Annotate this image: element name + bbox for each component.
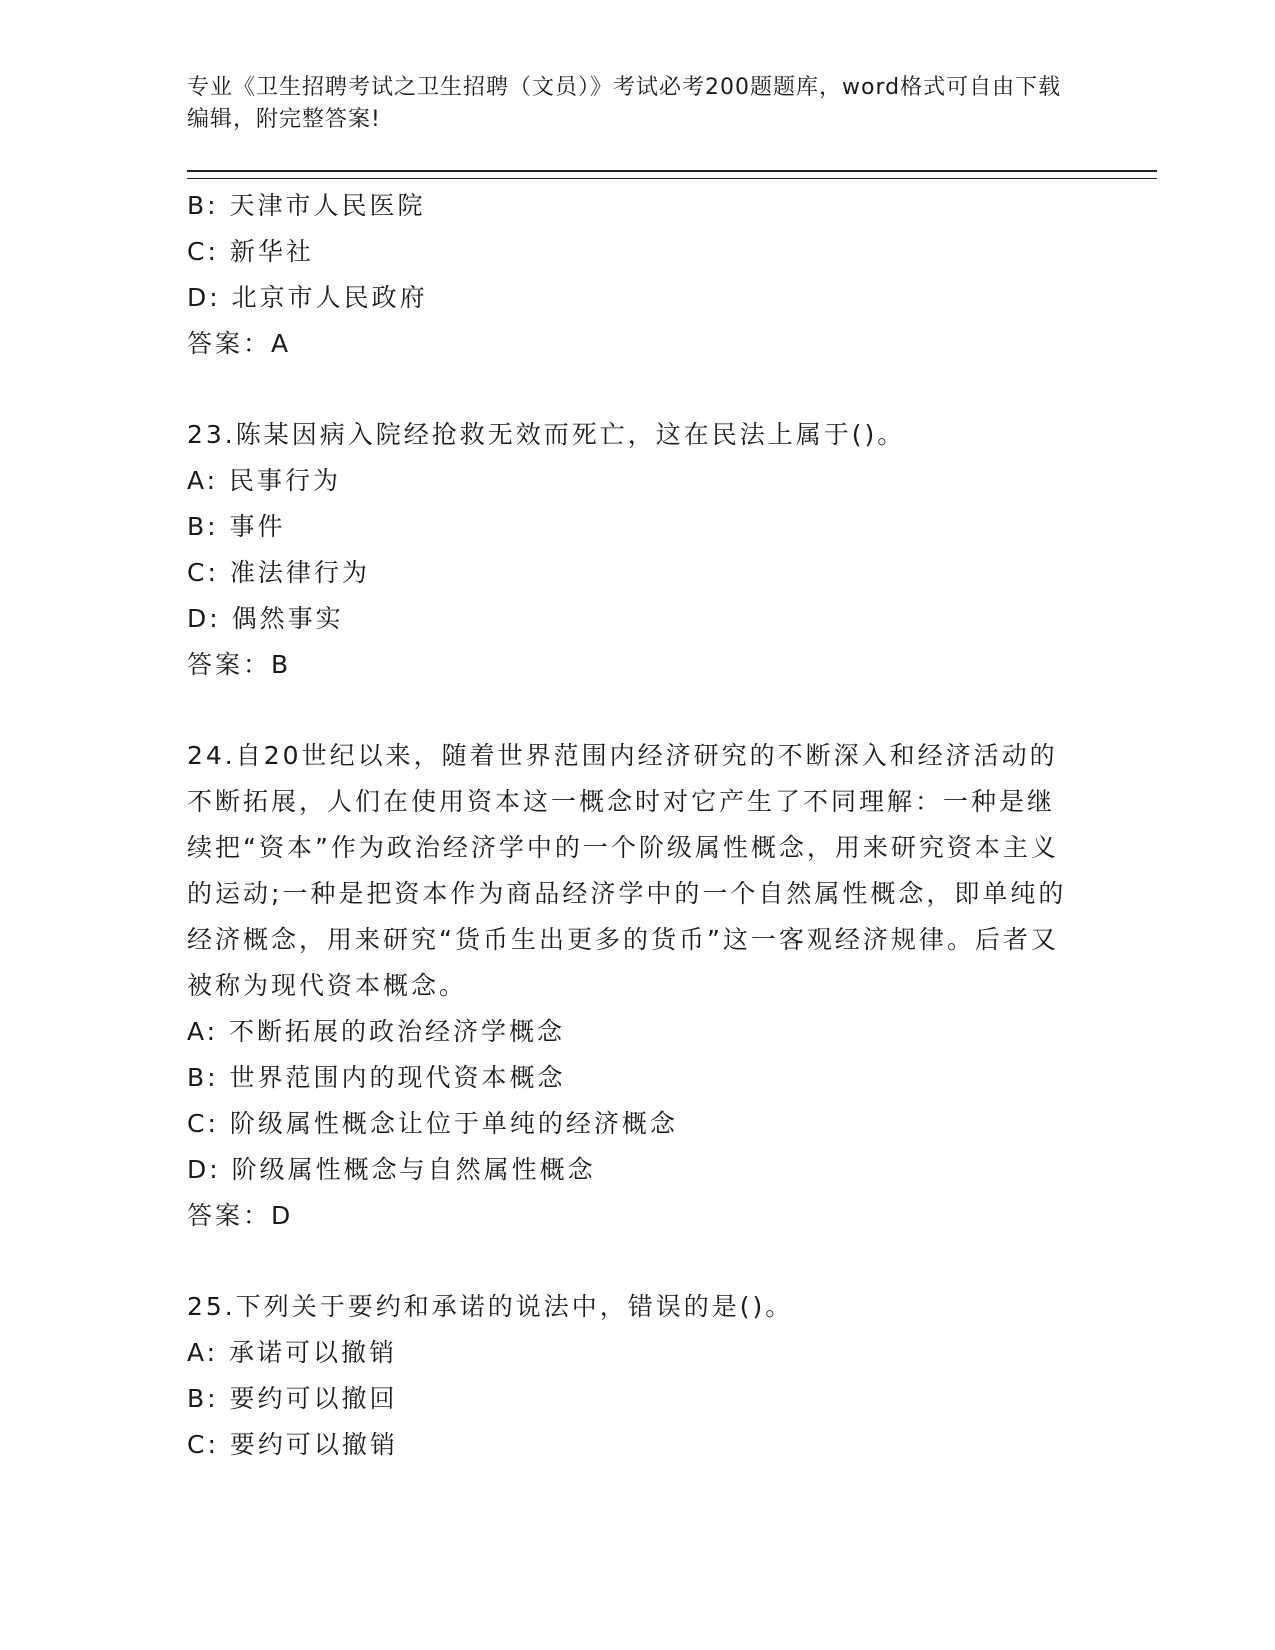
question-text: 23.陈某因病入院经抢救无效而死亡，这在民法上属于()。 [187,420,906,449]
option-b: B: 事件 [187,512,286,541]
question-25 [187,1284,1157,1468]
option-b: B: 要约可以撤回 [187,1384,398,1413]
answer-line: 答案：A [187,329,292,358]
option-a: A: 民事行为 [187,466,342,495]
option-d: D: 北京市人民政府 [187,283,428,312]
question-22-tail [187,183,1157,367]
option-b: B: 天津市人民医院 [187,191,426,220]
option-b: B: 世界范围内的现代资本概念 [187,1063,566,1092]
question-text: 24.自20世纪以来，随着世界范围内经济研究的不断深入和经济活动的不断拓展，人们在使用资本这一概念时对它产生了不同理解：一种是继续把“资本”作为政治经济学中的一个阶级属性概念，用来研究资本主义的运动;一种是把资本作为商品经济学中的一个自然属性概念，即单纯的经济概念，用来研究“货币生出更多的货币”这一客观经济规律。后者又被称为现代资本概念。 [187,741,1067,1000]
option-d: D: 偶然事实 [187,604,344,633]
header-divider [187,170,1157,179]
question-text: 25.下列关于要约和承诺的说法中，错误的是()。 [187,1292,794,1321]
option-c: C: 准法律行为 [187,558,370,587]
question-24 [187,733,1157,1239]
answer-line: 答案：B [187,650,292,679]
option-c: C: 阶级属性概念让位于单纯的经济概念 [187,1109,678,1138]
option-a: A: 承诺可以撤销 [187,1338,398,1367]
option-d: D: 阶级属性概念与自然属性概念 [187,1155,596,1184]
question-23 [187,412,1157,688]
document-page [187,72,1157,1468]
option-c: C: 要约可以撤销 [187,1430,398,1459]
option-a: A: 不断拓展的政治经济学概念 [187,1017,566,1046]
option-c: C: 新华社 [187,237,314,266]
document-header-note: 专业《卫生招聘考试之卫生招聘（文员）》考试必考200题题库，word格式可自由下载编辑，附完整答案! [187,75,1062,132]
answer-line: 答案：D [187,1201,294,1230]
